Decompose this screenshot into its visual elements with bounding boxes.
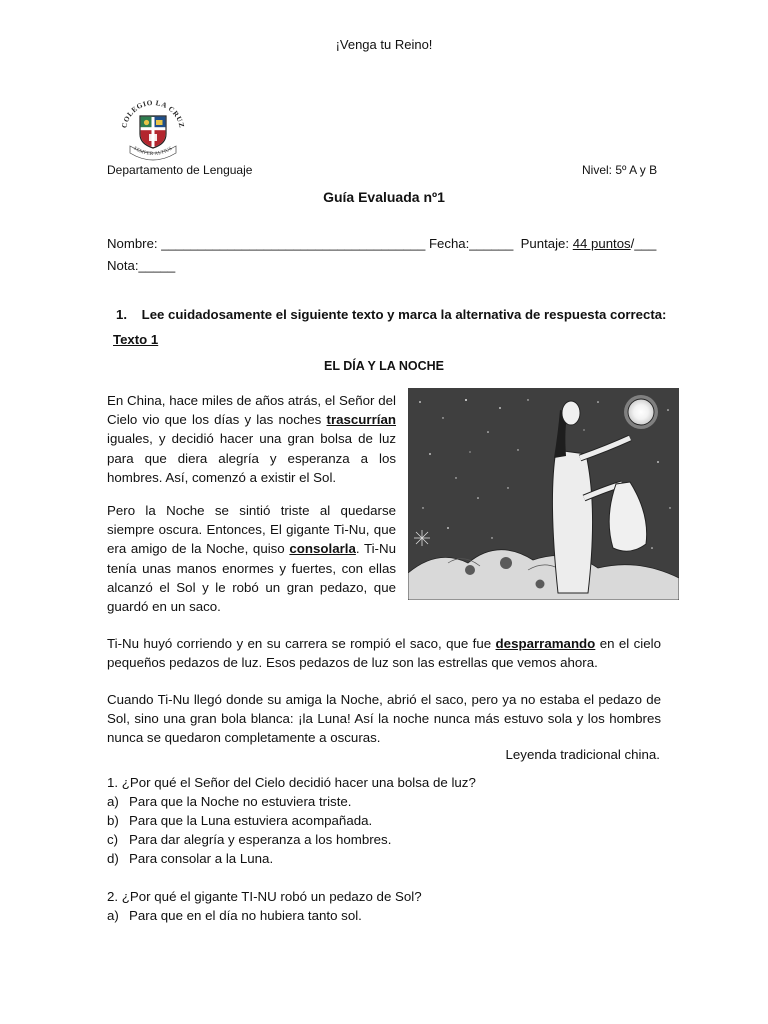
story-title: EL DÍA Y LA NOCHE	[324, 359, 444, 373]
level-label: Nivel: 5º A y B	[582, 163, 658, 177]
score-field[interactable]: /___	[630, 236, 657, 251]
story-source: Leyenda tradicional china.	[505, 747, 660, 762]
date-field[interactable]: ______	[469, 236, 514, 251]
giant-holding-moon-illustration	[408, 388, 679, 600]
date-label: Fecha:	[428, 236, 470, 251]
text-label: Texto 1	[113, 332, 159, 347]
answer-option[interactable]: d) Para consolar a la Luna.	[107, 851, 274, 866]
answer-option[interactable]: a) Para que la Noche no estuviera triste.	[107, 794, 352, 809]
grade-label: Nota:	[107, 258, 139, 273]
instruction-number: 1.	[116, 307, 127, 322]
answer-option[interactable]: c) Para dar alegría y esperanza a los hombres.	[107, 832, 392, 847]
question-prompt: 1. ¿Por qué el Señor del Cielo decidió hacer una bolsa de luz?	[107, 775, 476, 790]
score-value: 44 puntos	[572, 236, 631, 251]
name-label: Nombre:	[107, 236, 158, 251]
story-paragraph-1: En China, hace miles de años atrás, el Señor del Cielo vio que los días y las noches trascurrían iguales, y decidió hacer una gran bolsa de luz para que diera alegría y esperanza a los hombres. Así, comenzó a existir el Sol.	[107, 393, 396, 485]
grade-field[interactable]: _____	[138, 258, 176, 273]
question-prompt: 2. ¿Por qué el gigante TI-NU robó un pedazo de Sol?	[107, 889, 422, 904]
instruction	[116, 307, 666, 322]
score-label: Puntaje:	[520, 236, 570, 251]
keyword-desparramando: desparramando	[495, 636, 596, 651]
name-field[interactable]: ____________________________________	[161, 236, 426, 251]
keyword-trascurrian: trascurrían	[326, 412, 396, 428]
motto: ¡Venga tu Reino!	[335, 37, 433, 52]
answer-option[interactable]: b) Para que la Luna estuviera acompañada.	[107, 813, 373, 828]
answer-option[interactable]: a) Para que en el día no hubiera tanto sol.	[107, 908, 362, 923]
crest-arc-text: COLEGIO LA CRUZ	[120, 98, 186, 129]
story-paragraph-4: Cuando Ti-Nu llegó donde su amiga la Noche, abrió el saco, pero ya no estaba el pedazo de Sol, sino una gran bola blanca: ¡la Luna! Así la noche nunca más estuvo sola y los hombres nunca se quedaron completamente a oscuras.	[107, 692, 661, 746]
story-paragraph-3: Ti-Nu huyó corriendo y en su carrera se rompió el saco, que fue desparramando en el cielo pequeños pedazos de luz. Esos pedazos de luz son las estrellas que vemos ahora.	[107, 636, 661, 671]
school-crest-icon	[116, 96, 190, 164]
grade-row	[107, 258, 175, 273]
question-1	[107, 773, 476, 868]
crest-banner-text: SEMPER ALTIUS	[132, 146, 174, 158]
question-2	[107, 887, 422, 925]
department-label: Departamento de Lenguaje	[107, 163, 253, 177]
instruction-text: Lee cuidadosamente el siguiente texto y marca la alternativa de respuesta correcta:	[141, 307, 667, 322]
story-paragraph-2: Pero la Noche se sintió triste al quedarse siempre oscura. Entonces, El gigante Ti-Nu, que era amigo de la Noche, quiso consolarla. Ti-Nu tenía unas manos enormes y fuertes, con ellas alcanzó el Sol y le robó un gran pedazo, que guardó en un saco.	[107, 503, 396, 615]
student-fields-row	[107, 236, 656, 251]
document-title: Guía Evaluada nº1	[323, 189, 445, 205]
keyword-consolarla: consolarla	[289, 541, 356, 557]
